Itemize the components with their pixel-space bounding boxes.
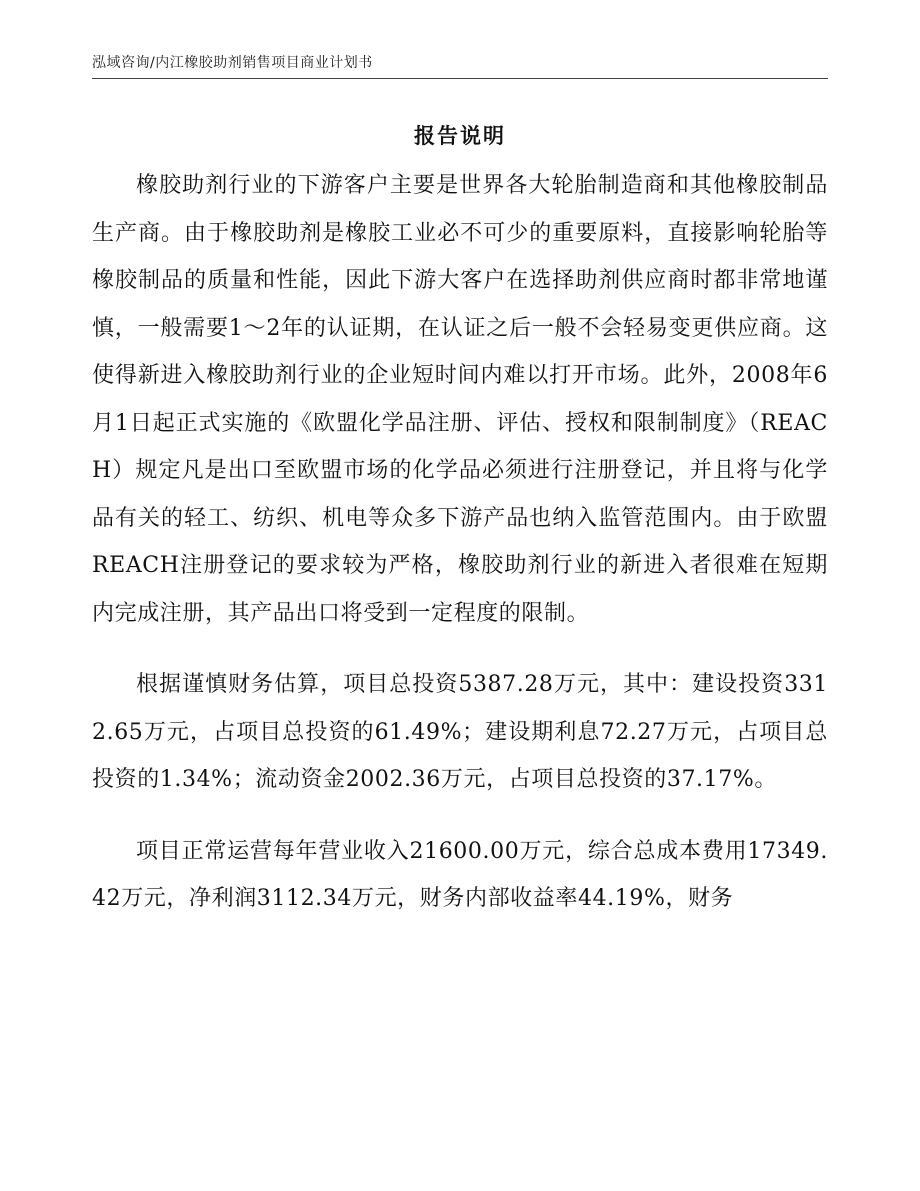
paragraph-industry-barriers: 橡胶助剂行业的下游客户主要是世界各大轮胎制造商和其他橡胶制品生产商。由于橡胶助剂是橡胶工业必不可少的重要原料，直接影响轮胎等橡胶制品的质量和性能，因此下游大客户在选择助剂供应商时都非常地谨慎，一般需要1～2年的认证期，在认证之后一般不会轻易变更供应商。这使得新进入橡胶助剂行业的企业短时间内难以打开市场。此外，2008年6月1日起正式实施的《欧盟化学品注册、评估、授权和限制制度》（REACH）规定凡是出口至欧盟市场的化学品必须进行注册登记，并且将与化学品有关的轻工、纺织、机电等众多下游产品也纳入监管范围内。由于欧盟REACH注册登记的要求较为严格，橡胶助剂行业的新进入者很难在短期内完成注册，其产品出口将受到一定程度的限制。 bbox=[92, 173, 828, 626]
document-body bbox=[92, 162, 828, 947]
paragraph-investment-estimate: 根据谨慎财务估算，项目总投资5387.28万元，其中：建设投资3312.65万元，占项目总投资的61.49%；建设期利息72.27万元，占项目总投资的1.34%；流动资金2002.36万元，占项目总投资的37.17%。 bbox=[92, 672, 828, 792]
section-title: 报告说明 bbox=[414, 123, 506, 148]
running-header: 泓域咨询/内江橡胶助剂销售项目商业计划书 bbox=[92, 55, 373, 71]
header-divider bbox=[92, 78, 828, 79]
paragraph-operating-revenue: 项目正常运营每年营业收入21600.00万元，综合总成本费用17349.42万元，净利润3112.34万元，财务内部收益率44.19%，财务 bbox=[92, 838, 828, 911]
